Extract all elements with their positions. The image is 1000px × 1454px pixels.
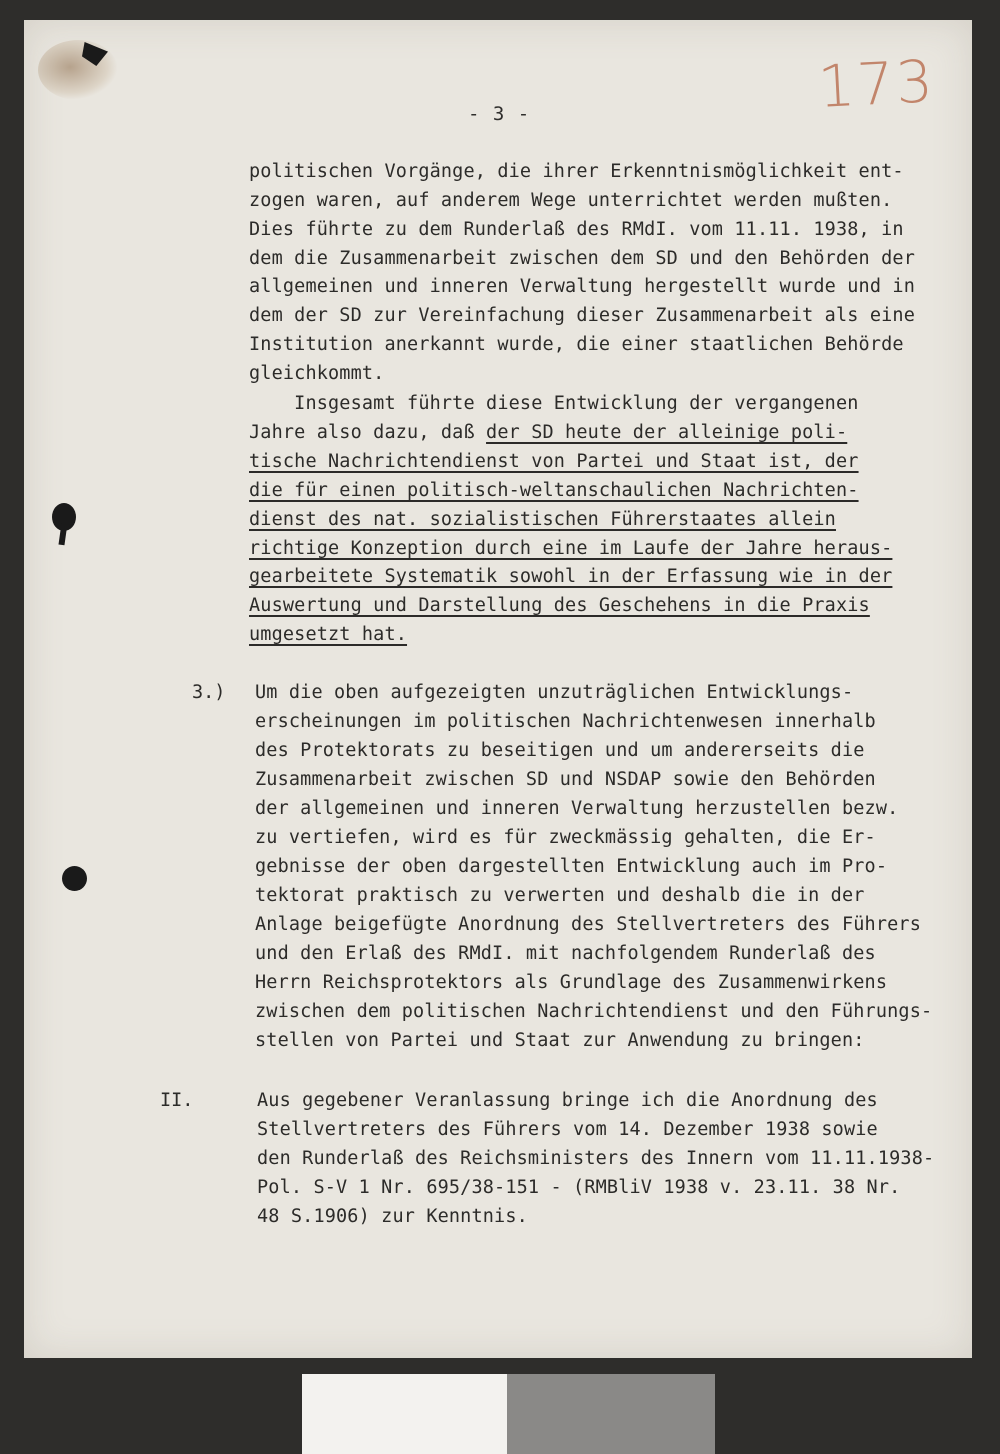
text-line: allgemeinen und inneren Verwaltung hergestellt wurde und in <box>249 276 915 297</box>
section-marker: 3.) <box>192 682 226 703</box>
underlined-line: Auswertung und Darstellung des Geschehens in die Praxis <box>249 595 870 616</box>
text-line: Aus gegebener Veranlassung bringe ich die Anordnung des <box>257 1090 878 1111</box>
text-line: gebnisse der oben dargestellten Entwicklung auch im Pro- <box>255 856 888 877</box>
text-line: Dies führte zu dem Runderlaß des RMdI. vom 11.11. 1938, in <box>249 219 904 240</box>
underlined-line: richtige Konzeption durch eine im Laufe der Jahre heraus- <box>249 538 893 559</box>
punch-hole-lower <box>62 866 87 891</box>
text-line: dem die Zusammenarbeit zwischen dem SD und den Behörden der <box>249 248 915 269</box>
text-line: zwischen dem politischen Nachrichtendienst und den Führungs- <box>255 1001 933 1022</box>
underlined-line: gearbeitete Systematik sowohl in der Erfassung wie in der <box>249 566 893 587</box>
text-plain: Jahre also dazu, daß <box>249 422 487 443</box>
text-line <box>249 421 847 445</box>
text-line: politischen Vorgänge, die ihrer Erkenntnismöglichkeit ent- <box>249 161 904 182</box>
text-line: gleichkommt. <box>249 363 385 384</box>
underlined-line: die für einen politisch-weltanschaulichen Nachrichten- <box>249 480 859 501</box>
text-line: erscheinungen im politischen Nachrichtenwesen innerhalb <box>255 711 876 732</box>
text-line: tektorat praktisch zu verwerten und deshalb die in der <box>255 885 865 906</box>
text-line: 48 S.1906) zur Kenntnis. <box>257 1206 528 1227</box>
underlined-text: der SD heute der alleinige poli- <box>486 422 848 443</box>
section-marker: II. <box>160 1090 194 1111</box>
underlined-line: dienst des nat. sozialistischen Führerstaates allein <box>249 509 836 530</box>
text-line: stellen von Partei und Staat zur Anwendung zu bringen: <box>255 1030 865 1051</box>
color-calibration-gray <box>507 1374 715 1454</box>
text-line: Institution anerkannt wurde, die einer staatlichen Behörde <box>249 334 904 355</box>
text-line: den Runderlaß des Reichsministers des Innern vom 11.11.1938- <box>257 1148 935 1169</box>
text-line: Um die oben aufgezeigten unzuträglichen Entwicklungs- <box>255 682 854 703</box>
punch-hole-upper <box>52 503 76 531</box>
text-line: Pol. S-V 1 Nr. 695/38-151 - (RMBliV 1938 v. 23.11. 38 Nr. <box>257 1177 901 1198</box>
text-line: zogen waren, auf anderem Wege unterrichtet werden mußten. <box>249 190 893 211</box>
text-line: der allgemeinen und inneren Verwaltung herzustellen bezw. <box>255 798 899 819</box>
text-line: Herrn Reichsprotektors als Grundlage des Zusammenwirkens <box>255 972 888 993</box>
rust-stain <box>38 40 118 100</box>
text-line: Anlage beigefügte Anordnung des Stellvertreters des Führers <box>255 914 921 935</box>
color-calibration-white <box>302 1374 507 1454</box>
page-number: - 3 - <box>468 103 531 125</box>
underlined-line: umgesetzt hat. <box>249 624 408 645</box>
text-line: zu vertiefen, wird es für zweckmässig gehalten, die Er- <box>255 827 876 848</box>
underlined-line: tische Nachrichtendienst von Partei und Staat ist, der <box>249 451 859 472</box>
text-line: des Protektorats zu beseitigen und um andererseits die <box>255 740 865 761</box>
text-line: Insgesamt führte diese Entwicklung der vergangenen <box>249 393 859 414</box>
text-line: Zusammenarbeit zwischen SD und NSDAP sowie den Behörden <box>255 769 876 790</box>
archive-page-number: 173 <box>816 46 937 122</box>
text-line: Stellvertreters des Führers vom 14. Dezember 1938 sowie <box>257 1119 878 1140</box>
text-line: dem der SD zur Vereinfachung dieser Zusammenarbeit als eine <box>249 305 915 326</box>
text-line: und den Erlaß des RMdI. mit nachfolgendem Runderlaß des <box>255 943 876 964</box>
